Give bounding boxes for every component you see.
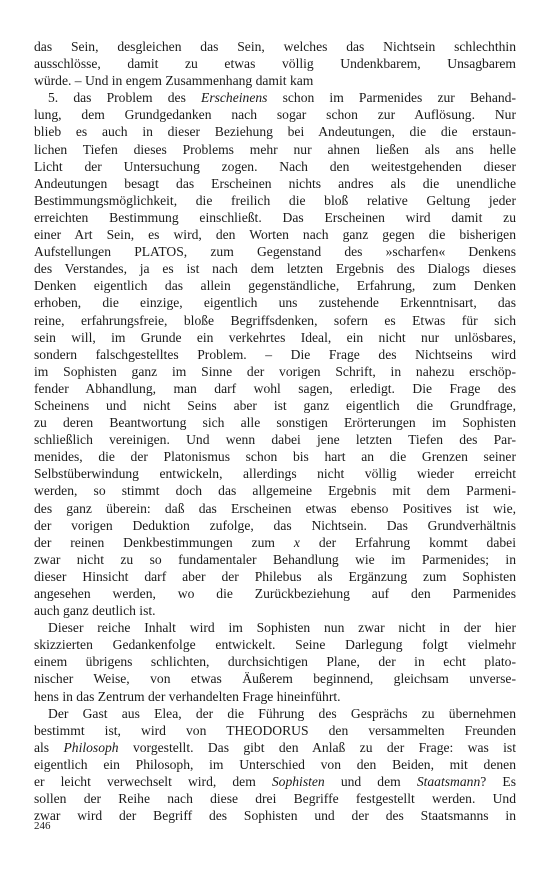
text-line bbox=[34, 346, 516, 363]
text-line bbox=[34, 363, 516, 380]
text-run: der vorigen Deduktion zufolge, das Nichtsein. Das Grundverhältnis bbox=[34, 517, 516, 533]
text-run: als bbox=[34, 739, 64, 755]
text-run: der reinen Denkbestimmungen zum bbox=[34, 534, 294, 550]
text-line bbox=[34, 482, 516, 499]
text-run: dieser Hinsicht darf aber der Philebus als Ergänzung zum Sophisten bbox=[34, 568, 516, 584]
text-run: Denken eigentlich das allein gegenständliche, Erfahrung, zum Denken bbox=[34, 278, 516, 294]
text-line bbox=[34, 636, 516, 653]
text-run: schon im Parmenides zur Behand- bbox=[267, 90, 516, 106]
text-run: menides, die der Platonismus schon bis hart an die Grenzen seiner bbox=[34, 449, 516, 465]
text-line bbox=[34, 55, 516, 72]
text-run: schließlich vereinigen. Und wenn dabei jene letzten Tiefen des Par- bbox=[34, 432, 516, 448]
book-page-body bbox=[34, 38, 516, 824]
text-run: nischer Weise, von etwas Äußerem beginnend, gleichsam unverse- bbox=[34, 671, 516, 687]
text-run: erhoben, die einzige, eigentlich uns zustehende Erkenntnisart, das bbox=[34, 295, 516, 311]
text-run: Selbstüberwindung entwickeln, allerdings nicht völlig wieder erreicht bbox=[34, 466, 516, 482]
text-run: zwar wird der Begriff des Sophisten und der des Staatsmanns in bbox=[34, 808, 516, 824]
text-run: Dieser reiche Inhalt wird im Sophisten nun zwar nicht in der hier bbox=[48, 620, 516, 636]
text-line bbox=[34, 106, 516, 123]
text-line bbox=[34, 260, 516, 277]
text-line bbox=[34, 705, 516, 722]
text-line bbox=[34, 192, 516, 209]
text-run: angesehen werden, wo die Zurückbeziehung auf den Parmenides bbox=[34, 586, 516, 601]
text-line bbox=[34, 158, 516, 175]
text-run: bestimmt ist, wird von THEODORUS den versammelten Freunden bbox=[34, 722, 516, 738]
text-run: zwar nicht zu so fundamentaler Behandlung wie im Parmenides; in bbox=[34, 551, 516, 567]
text-run: und dem bbox=[324, 774, 417, 790]
text-run: Andeutungen besagt das Erscheinen nichts andres als die unendliche bbox=[34, 175, 516, 191]
text-line bbox=[34, 380, 516, 397]
text-run: des Verstandes, ja es ist nach dem letzten Ergebnis des Dialogs dieses bbox=[34, 261, 516, 277]
text-line bbox=[34, 602, 516, 619]
text-run: reine, erfahrungsfreie, bloße Begriffsdenken, sofern es Etwas für sich bbox=[34, 312, 516, 328]
text-line bbox=[34, 807, 516, 824]
text-line bbox=[34, 722, 516, 739]
text-run: ? Es bbox=[480, 774, 516, 790]
text-run: skizzierten Gedankenfolge entwickelt. Seine Darlegung folgt vielmehr bbox=[34, 637, 516, 653]
page-number: 246 bbox=[34, 820, 51, 832]
text-run: auch ganz deutlich ist. bbox=[34, 603, 156, 619]
text-line bbox=[34, 277, 516, 294]
text-run: hens in das Zentrum der verhandelten Frage hineinführt. bbox=[34, 688, 341, 704]
text-line bbox=[34, 688, 516, 705]
text-run: vorgestellt. Das gibt den Anlaß zu der Frage: was ist bbox=[118, 739, 517, 755]
text-run: lichen Tiefen dieses Problems mehr nur ahnen ließen als ans helle bbox=[34, 141, 516, 157]
text-run: sein will, im Grunde ein verkehrtes Ideal, ein nicht nur unlösbares, bbox=[34, 329, 516, 345]
italic-term: Philosoph bbox=[63, 739, 119, 755]
text-run: lung, dem Grundgedanken nach sogar schon zur Auflösung. Nur bbox=[34, 107, 516, 123]
text-line bbox=[34, 141, 516, 158]
text-run: zu deren Beantwortung sich alle sonstigen Erörterungen im Sophisten bbox=[34, 415, 516, 431]
text-line bbox=[34, 653, 516, 670]
text-line bbox=[34, 500, 516, 517]
text-run: einer Art Sein, es wird, den Worten nach ganz gegen die bisherigen bbox=[34, 227, 516, 243]
text-line bbox=[34, 619, 516, 636]
text-line bbox=[34, 123, 516, 140]
text-line bbox=[34, 773, 516, 790]
text-line bbox=[34, 465, 516, 482]
text-line bbox=[34, 209, 516, 226]
text-run: fender Abhandlung, man darf wohl sagen, erledigt. Die Frage des bbox=[34, 380, 516, 396]
text-run: sondern falschgestelltes Problem. – Die Frage des Nichtseins wird bbox=[34, 346, 516, 362]
text-line bbox=[34, 329, 516, 346]
text-run: Scheinens und nicht Seins aber ist ganz eigentlich die Grundfrage, bbox=[34, 397, 516, 413]
text-line bbox=[34, 790, 516, 807]
italic-term: Sophisten bbox=[271, 774, 325, 790]
text-line bbox=[34, 431, 516, 448]
text-run: würde. – Und in engem Zusammenhang damit kam bbox=[34, 73, 314, 89]
text-run: Aufstellungen PLATOS, zum Gegenstand des »scharfen« Denkens bbox=[34, 244, 516, 260]
text-run: des ganz überein: daß das Erscheinen etwas ebenso Positives ist wie, bbox=[34, 500, 516, 516]
text-run: 5. das Problem des bbox=[48, 90, 202, 106]
italic-term: Staatsmann bbox=[416, 774, 481, 790]
text-run: im Sophisten ganz im Sinne der vorigen Schrift, in nahezu erschöp- bbox=[34, 363, 516, 379]
text-run: sollen der Reihe nach diese drei Begriffe festgestellt werden. Und bbox=[34, 791, 516, 807]
text-line bbox=[34, 175, 516, 192]
text-run: erreichten Bestimmung einschließt. Das Erscheinen wird damit zu bbox=[34, 209, 516, 225]
text-line bbox=[34, 312, 516, 329]
text-line bbox=[34, 414, 516, 431]
text-line bbox=[34, 551, 516, 568]
text-line bbox=[34, 89, 516, 106]
text-run: er leicht verwechselt wird, dem bbox=[34, 774, 272, 790]
text-line bbox=[34, 568, 516, 585]
text-line bbox=[34, 448, 516, 465]
text-run: das Sein, desgleichen das Sein, welches das Nichtsein schlechthin bbox=[34, 39, 516, 54]
text-run: Licht der Untersuchung zogen. Nach den weitestgehenden dieser bbox=[34, 158, 516, 174]
text-line bbox=[34, 670, 516, 687]
text-line bbox=[34, 38, 516, 55]
text-line bbox=[34, 756, 516, 773]
text-run: eigentlich ein Philosoph, im Unterschied von den Beiden, mit denen bbox=[34, 756, 516, 772]
text-line bbox=[34, 397, 516, 414]
text-run: blieb es auch in dieser Beziehung bei Andeutungen, die die erstaun- bbox=[34, 124, 516, 140]
text-line bbox=[34, 72, 516, 89]
text-line bbox=[34, 226, 516, 243]
text-run: einem übrigens schlichten, durchsichtigen Plane, der in echt plato- bbox=[34, 654, 516, 670]
italic-term: Erscheinens bbox=[201, 90, 268, 106]
text-run: Der Gast aus Elea, der die Führung des Gesprächs zu übernehmen bbox=[48, 705, 516, 721]
text-line bbox=[34, 294, 516, 311]
text-line bbox=[34, 739, 516, 756]
text-line bbox=[34, 534, 516, 551]
text-line bbox=[34, 243, 516, 260]
text-run: Bestimmungsmöglichkeit, die freilich die bloß relative Geltung jeder bbox=[34, 192, 516, 208]
italic-term: x bbox=[293, 534, 300, 550]
text-run: der Erfahrung kommt dabei bbox=[299, 534, 516, 550]
text-run: ausschlösse, damit zu etwas völlig Undenkbarem, Unsagbarem bbox=[34, 56, 516, 72]
text-line bbox=[34, 517, 516, 534]
text-run: werden, so stimmt doch das allgemeine Ergebnis mit dem Parmeni- bbox=[34, 483, 516, 499]
text-line bbox=[34, 585, 516, 602]
